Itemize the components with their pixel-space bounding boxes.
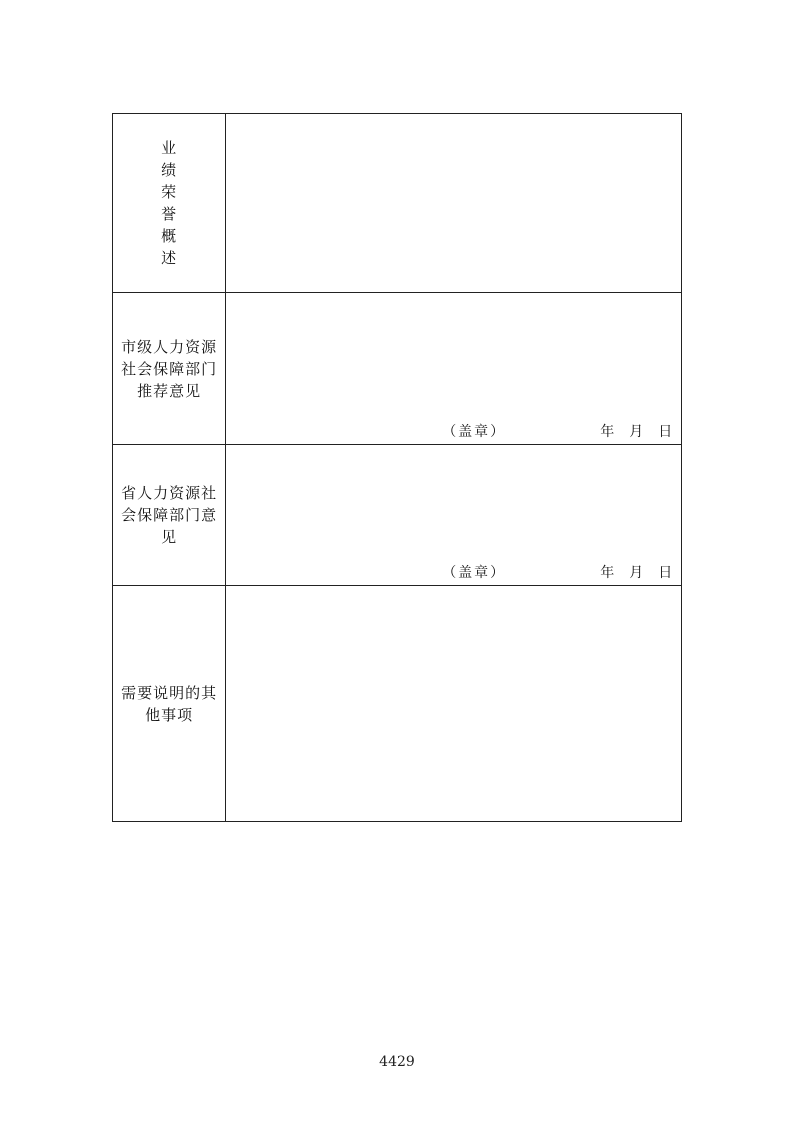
- province-opinion-content-cell[interactable]: [226, 445, 682, 586]
- province-date-month: 月: [629, 565, 644, 581]
- city-stamp-label: （盖章）: [442, 424, 507, 440]
- province-stamp-label: （盖章）: [442, 565, 507, 581]
- other-matters-label: 需要说明的其他事项: [121, 683, 218, 724]
- city-opinion-label-cell: [113, 293, 226, 445]
- recommendation-form-table: [112, 113, 682, 822]
- city-date-month: 月: [629, 424, 644, 440]
- other-matters-label-cell: [113, 586, 226, 822]
- other-matters-content-cell[interactable]: [226, 586, 682, 822]
- page-number: 4429: [379, 1054, 415, 1070]
- city-date-day: 日: [658, 424, 673, 440]
- city-date-year: 年: [600, 424, 615, 440]
- province-opinion-label-cell: [113, 445, 226, 586]
- city-opinion-content-cell[interactable]: [226, 293, 682, 445]
- table-row-province-opinion: [113, 445, 682, 586]
- table-row-other-matters: [113, 586, 682, 822]
- province-date-year: 年: [600, 565, 615, 581]
- city-stamp-line: [226, 422, 681, 442]
- achievements-content-cell[interactable]: [226, 114, 682, 293]
- province-opinion-label: 省人力资源社会保障部门意见: [121, 484, 218, 546]
- achievements-label-cell: [113, 114, 226, 293]
- table-row-city-opinion: [113, 293, 682, 445]
- city-opinion-label: 市级人力资源社会保障部门推荐意见: [121, 337, 218, 400]
- province-date-day: 日: [658, 565, 673, 581]
- province-stamp-line: [226, 563, 681, 583]
- table-row-achievements: [113, 114, 682, 293]
- achievements-label: 业绩荣誉概述: [161, 139, 178, 267]
